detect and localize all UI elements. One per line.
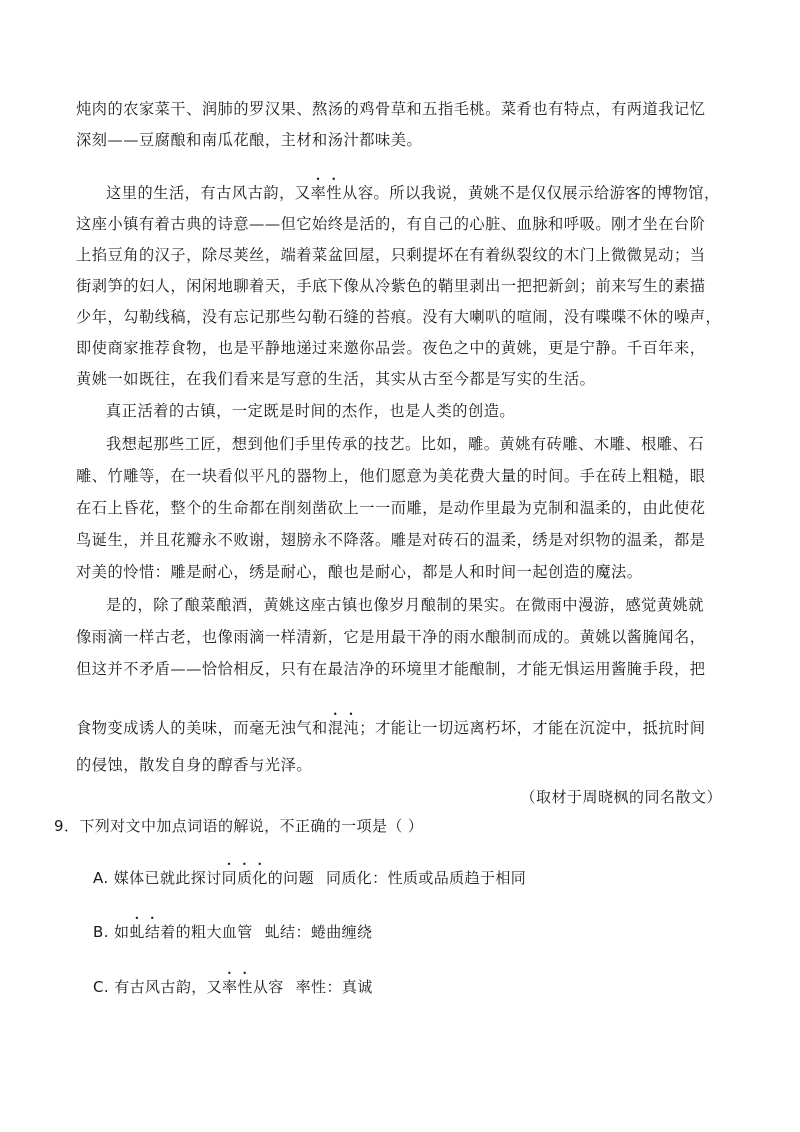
option-gloss: 虬结：蜷曲缠绕	[264, 923, 373, 941]
option-gloss: 率性：真诚	[295, 978, 373, 996]
option-text: 着的粗大血管	[160, 923, 253, 941]
paragraph-line	[106, 175, 720, 203]
text-segment: 食物变成诱人的美味，而毫无浊气和	[76, 719, 328, 737]
option-letter: A.	[93, 869, 109, 887]
text-segment: 从容。所以我说，黄姚不是仅仅展示给游客的博物馆，	[342, 184, 720, 202]
dotted-word: 同质化	[221, 869, 268, 887]
paragraph-line: 是的，除了酿菜酿酒，黄姚这座古镇也像岁月酿制的果实。在微雨中漫游，感觉黄姚就	[106, 596, 705, 614]
option-letter: B.	[93, 923, 109, 941]
dotted-word: 虬结	[129, 923, 161, 941]
paragraph-line: 深刻——豆腐酿和南瓜花酿，主材和汤汁都味美。	[76, 131, 423, 149]
dotted-word: 混沌	[327, 719, 360, 737]
option-b	[93, 914, 372, 942]
source-attribution: （取材于周晓枫的同名散文）	[520, 788, 722, 806]
paragraph-line: 真正活着的古镇，一定既是时间的杰作，也是人类的创造。	[106, 402, 516, 420]
text-segment: 这里的生活，有古风古韵，又	[106, 184, 311, 202]
paragraph-line: 我想起那些工匠，想到他们手里传承的技艺。比如，雕。黄姚有砖雕、木雕、根雕、石	[106, 435, 705, 453]
option-text: 从容	[252, 978, 284, 996]
paragraph-line	[76, 710, 706, 738]
paragraph-line: 但这并不矛盾——恰恰相反，只有在最洁净的环境里才能酿制，才能无惧运用酱腌手段，把	[76, 660, 706, 678]
paragraph-line: 炖肉的农家菜干、润肺的罗汉果、熬汤的鸡骨草和五指毛桃。菜肴也有特点，有两道我记忆	[76, 100, 706, 118]
paragraph-line: 黄姚一如既往，在我们看来是写意的生活，其实从古至今都是写实的生活。	[76, 370, 596, 388]
option-a	[93, 860, 526, 888]
paragraph-line: 对美的怜惜：雕是耐心，绣是耐心，酿也是耐心，都是人和时间一起创造的魔法。	[76, 563, 643, 581]
paragraph-line: 的侵蚀，散发自身的醇香与光泽。	[76, 756, 313, 774]
text-segment: ；才能让一切远离朽坏，才能在沉淀中，抵抗时间	[359, 719, 706, 737]
option-text: 的问题	[267, 869, 314, 887]
dotted-word: 率性	[222, 978, 253, 996]
paragraph-line: 鸟诞生，并且花瓣永不败谢，翅膀永不降落。雕是对砖石的温柔，绣是对织物的温柔，都是	[76, 531, 706, 549]
paragraph-line: 少年，勾勒线稿，没有忘记那些勾勒石缝的苔痕。没有大喇叭的喧闹，没有喋喋不休的噪声，	[76, 308, 722, 326]
paragraph-line: 在石上昏花，整个的生命都在削刻凿砍上一一而雕，是动作里最为克制和温柔的，由此使花	[76, 499, 706, 517]
option-text: 媒体已就此探讨	[113, 869, 222, 887]
paragraph-line: 这座小镇有着古典的诗意——但它始终是活的，有自己的心脏、血脉和呼吸。刚才坐在台阶	[76, 215, 706, 233]
option-c	[93, 969, 373, 997]
option-text: 有古风古韵，又	[114, 978, 223, 996]
paragraph-line: 像雨滴一样古老，也像雨滴一样清新，它是用最干净的雨水酿制而成的。黄姚以酱腌闻名，	[76, 628, 706, 646]
paragraph-line: 即使商家推荐食物，也是平静地递过来邀你品尝。夜色之中的黄姚，更是宁静。千百年来，	[76, 339, 706, 357]
question-stem: 9．下列对文中加点词语的解说，不正确的一项是（ ）	[54, 817, 424, 835]
paragraph-line: 雕、竹雕等，在一块看似平凡的器物上，他们愿意为美花费大量的时间。手在砖上粗糙，眼	[76, 467, 706, 485]
option-text: 如	[114, 923, 130, 941]
dotted-word: 率性	[310, 184, 343, 202]
option-letter: C.	[93, 978, 110, 996]
option-gloss: 同质化：性质或品质趋于相同	[325, 869, 527, 887]
paragraph-line: 上掐豆角的汉子，除尽荚丝，端着菜盆回屋，只剩提坏在有着纵裂纹的木门上微微晃动；当	[76, 246, 706, 264]
paragraph-line: 街剥笋的妇人，闲闲地聊着天，手底下像从冷紫色的鞘里剥出一把把新剑；前来写生的素描	[76, 277, 706, 295]
